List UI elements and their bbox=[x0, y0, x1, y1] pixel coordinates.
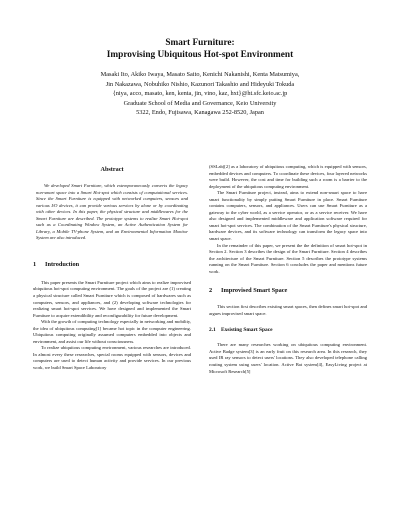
author-block bbox=[0, 70, 400, 118]
intro-paragraph-5: The Smart Furniture project, instead, aims to extend non-smart space to have smart functionality by simply putting Smart Furniture in place. Smart Furniture contains computers, sensors, and appliances. Users can use Smart Furniture as a gateway to the cyber world, as a service operator, or as a service receiver. We have also designed and implemented middleware and application software required for smart hot-spot services. The combination of the Smart Furniture's physical structure, hardware devices, and its software technology can transform the legacy space into smart space. bbox=[209, 190, 367, 242]
affiliation: Graduate School of Media and Governance, Keio University bbox=[123, 99, 277, 107]
section-1-heading bbox=[33, 261, 191, 269]
intro-paragraph-6: In the remainder of this paper, we present the the definition of smart hot-spot in Section 2. Section 3 describes the design of the Smart Furniture. Section 4 describes the architecture of the Smart Furniture. Section 5 describes the prototype systems running on the Smart Furniture. Section 6 concludes the paper and mentions future work. bbox=[209, 242, 367, 274]
title-line-2: Improvising Ubiquitous Hot-spot Environment bbox=[106, 49, 294, 60]
section-2-heading bbox=[209, 287, 367, 295]
section-2-title: Improvised Smart Space bbox=[221, 287, 288, 295]
right-column bbox=[209, 164, 367, 375]
intro-paragraph-3: To realize ubiquitous computing environment, various researches are introduced. In almost every these researches, special rooms equipped with sensors, devices and computers are used to detect human activity and provide services. In our previous work, we build Smart Space Laboratory bbox=[33, 345, 191, 371]
intro-paragraph-2: With the growth of computing technology especially in networking and mobility, the idea of ubiquitous computing[1] became hot topic in the computer engineering. Ubiquitous computing originally assumed computers embedded into objects and environment, and assist our life without consciousness. bbox=[33, 319, 191, 344]
section-2-number: 2 bbox=[209, 287, 213, 295]
section-2-1-heading bbox=[209, 327, 367, 334]
author-emails: {niya, acco, masato, ken, kenta, jin, vino, kaz, hxt}@ht.sfc.keio.ac.jp bbox=[112, 90, 288, 98]
section-2-1-paragraph: There are many researches working on ubiquitous computing environment. Active Badge system[3] is an early fruit on this research area. In this research, they used IR ray sensors to detect users' locations. They also developed telephone calling routing system using users' location. Active Bat system[4], EasyLiving project at Microsoft Research[5] bbox=[209, 342, 367, 374]
section-1-title: Introduction bbox=[45, 260, 80, 268]
address: 5322, Endo, Fujisawa, Kanagawa 252-8520, Japan bbox=[136, 109, 264, 117]
section-1-number: 1 bbox=[33, 260, 37, 268]
paper-title bbox=[0, 38, 400, 61]
section-2-1-title: Exsisting Smart Space bbox=[221, 327, 273, 334]
section-2-1-number: 2.1 bbox=[209, 327, 216, 334]
authors-line-1: Masaki Ito, Akiko Iwaya, Masato Saito, Kenichi Nakanishi, Kenta Matsumiya, bbox=[100, 71, 300, 78]
abstract-body: We developed Smart Furniture, which extemporaneously converts the legacy non-smart space into a Smart Hot-spot which consists of computational services. Since the Smart Furniture is equipped with networked computers, sensors and various I/O devices, it can provide various services by alone or by coordinating with other devices. In this paper, the physical structure and middlewares for the Smart Furniture are described. The prototype systems to realize Smart Hot-spot such as a Coordinating Window System, an Active Authentication System for Library, a Mobile TV-phone System, and an Environmental Information Monitor System are also introduced. bbox=[36, 183, 188, 241]
intro-paragraph-1: This paper presents the Smart Furniture project which aims to realize improvised ubiquitous hot-spot computing environment. The goals of the project are (1) creating a physical structure called Smart Furniture which is composed of hardwares such as computers, sensors, and appliances, and (2) developing software technologies for realizing smart hot-spot services. We have designed and implemented the Smart Furniture to acquire extendibility and reconfigurability for future development. bbox=[33, 279, 191, 318]
abstract-heading: Abstract bbox=[100, 166, 124, 173]
authors-line-2: Jin Nakazawa, Nobuhiko Nishio, Kazunori Takashio and Hideyuki Tokuda bbox=[105, 80, 295, 88]
intro-paragraph-4: (SSLab)[2] as a laboratory of ubiquitous computing, which is equipped with sensors, embedded devices and computers. To coordinate these devices, four layered networks were build. However, the cost and time for building such a room is a barrier to the deployment of the ubiquitous computing environment. bbox=[209, 164, 367, 189]
left-column bbox=[33, 166, 191, 372]
title-line-1: Smart Furniture: bbox=[165, 38, 235, 48]
section-2-paragraph: This section first describes existing smart spaces, then defines smart hot-spot and argues improvised smart space. bbox=[209, 304, 367, 316]
